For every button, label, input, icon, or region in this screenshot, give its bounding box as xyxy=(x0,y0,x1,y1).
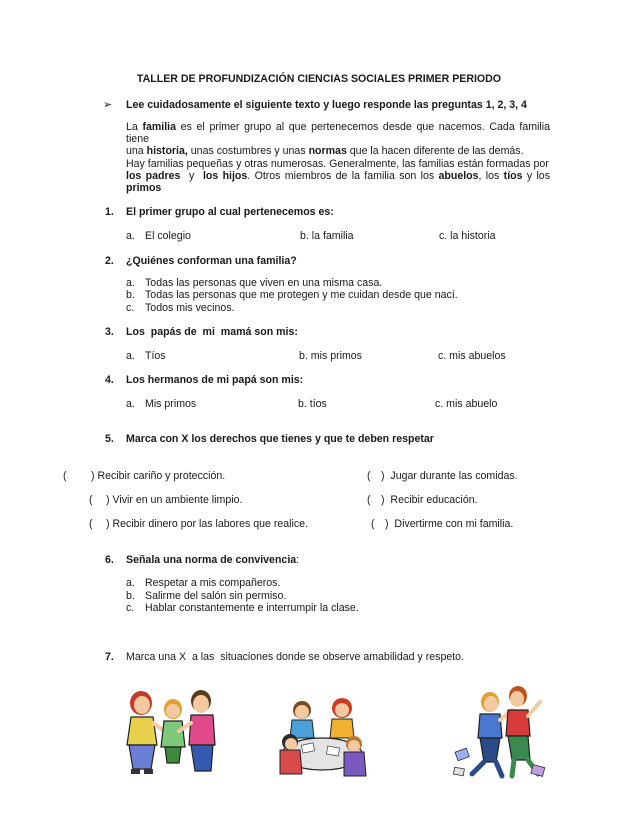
reading-text: que la hacen diferente de las demás. xyxy=(346,145,524,158)
face-shape xyxy=(295,705,309,719)
shirt-shape xyxy=(506,710,530,736)
question-4-number: 4. xyxy=(105,374,114,386)
face-shape xyxy=(348,740,360,752)
reading-text: y los xyxy=(522,169,550,182)
reading-line-3: Hay familias pequeñas y otras numerosas. Generalmente, las familias están formadas por xyxy=(126,157,549,170)
right-checkbox-paren[interactable]: ( xyxy=(89,494,93,506)
option-letter: b. xyxy=(126,289,135,301)
question-3-number: 3. xyxy=(105,326,114,338)
shorts-shape xyxy=(165,747,181,763)
reading-line-5: primos xyxy=(126,182,162,195)
leg-shape xyxy=(472,762,484,774)
right-checkbox-paren[interactable]: ( xyxy=(371,518,375,530)
reading-keyword: abuelos xyxy=(438,169,479,182)
question-1-text: El primer grupo al cual pertenecemos es: xyxy=(126,206,334,218)
reading-keyword: normas xyxy=(308,145,347,158)
option-text: El colegio xyxy=(145,230,191,242)
face-shape xyxy=(134,696,150,714)
children-fighting-illustration[interactable] xyxy=(450,680,550,780)
shirt-shape xyxy=(344,752,366,776)
option-letter: a. xyxy=(126,230,135,242)
reading-text: La xyxy=(126,121,143,133)
option-letter: a. xyxy=(126,398,135,410)
pants-shape xyxy=(508,736,530,760)
option-letter: b. xyxy=(126,590,135,602)
face-shape xyxy=(193,695,209,713)
option-text: Todas las personas que me protegen y me cuidan desde que nací. xyxy=(145,289,458,301)
reading-line-1 xyxy=(126,121,550,145)
shirt-shape xyxy=(280,750,302,774)
option-text: Todas las personas que viven en una misma casa. xyxy=(145,277,383,289)
shoe-shape xyxy=(131,769,140,774)
face-shape xyxy=(166,704,180,718)
shirt-shape xyxy=(161,721,185,747)
option-letter: c. xyxy=(126,302,135,314)
reading-text: una xyxy=(126,145,147,158)
reading-keyword: los padres xyxy=(126,169,181,182)
reading-text: es el primer grupo al que pertenecemos desde que nacemos. Cada familia tiene xyxy=(126,121,550,146)
face-shape xyxy=(335,703,349,717)
right-item: ) Recibir dinero por las labores que realice. xyxy=(106,518,308,530)
option-letter: a. xyxy=(126,577,135,589)
face-shape xyxy=(484,696,498,712)
face-shape xyxy=(510,691,524,707)
reading-text: y xyxy=(180,169,203,182)
question-6-text: Señala una norma de convivencia xyxy=(126,554,297,566)
instruction-text: Lee cuidadosamente el siguiente texto y luego responde las preguntas 1, 2, 3, 4 xyxy=(126,99,527,111)
paper-shape xyxy=(455,748,469,761)
reading-line-4 xyxy=(126,170,550,182)
option-text: Tíos xyxy=(145,350,166,362)
option-text: b. mis primos xyxy=(299,350,362,362)
option-text: Mis primos xyxy=(145,398,197,410)
children-at-table-illustration[interactable] xyxy=(272,692,372,782)
reading-keyword: tíos xyxy=(503,169,523,182)
right-item: ) Recibir educación. xyxy=(381,494,478,506)
paper-shape xyxy=(531,765,545,777)
reading-paragraph xyxy=(126,121,550,194)
question-6-number: 6. xyxy=(105,554,114,566)
pants-shape xyxy=(129,745,155,769)
option-text: Todos mis vecinos. xyxy=(145,302,235,314)
shirt-shape xyxy=(189,715,215,745)
question-2-number: 2. xyxy=(105,255,114,267)
option-text: Respetar a mis compañeros. xyxy=(145,577,281,589)
question-5-number: 5. xyxy=(105,433,114,445)
page-title: TALLER DE PROFUNDIZACIÓN CIENCIAS SOCIALES PRIMER PERIODO xyxy=(136,73,502,85)
right-checkbox-paren[interactable]: ( xyxy=(367,470,371,482)
option-text: c. mis abuelo xyxy=(435,398,498,410)
option-text: Salirme del salón sin permiso. xyxy=(145,590,287,602)
paper-shape xyxy=(326,746,339,756)
shirt-shape xyxy=(330,719,354,738)
right-item: ) Divertirme con mi familia. xyxy=(385,518,514,530)
option-text: c. la historia xyxy=(439,230,496,242)
question-3-text: Los papás de mi mamá son mis: xyxy=(126,326,298,338)
question-1-number: 1. xyxy=(105,206,114,218)
question-6-line xyxy=(126,554,299,566)
reading-line-2 xyxy=(126,145,550,157)
right-checkbox-paren[interactable]: ( xyxy=(63,470,67,482)
shirt-shape xyxy=(478,714,502,738)
question-7-text: Marca una X a las situaciones donde se observe amabilidad y respeto. xyxy=(126,651,465,663)
shoe-shape xyxy=(144,769,153,774)
paper-shape xyxy=(453,767,464,776)
right-checkbox-paren[interactable]: ( xyxy=(89,518,93,530)
right-item: ) Jugar durante las comidas. xyxy=(381,470,518,482)
reading-keyword: los hijos xyxy=(202,169,248,182)
option-text: b. la familia xyxy=(300,230,354,242)
right-item: ) Vivir en un ambiente limpio. xyxy=(106,494,243,506)
pants-shape xyxy=(191,745,213,771)
question-4-text: Los hermanos de mi papá son mis: xyxy=(126,374,304,386)
question-5-text: Marca con X los derechos que tienes y que te deben respetar xyxy=(126,433,434,445)
option-text: c. mis abuelos xyxy=(438,350,506,362)
leg-shape xyxy=(496,762,502,776)
option-letter: a. xyxy=(126,350,135,362)
leg-shape xyxy=(512,760,514,776)
children-talking-illustration[interactable] xyxy=(115,683,225,778)
option-text: Hablar constantemente e interrumpir la clase. xyxy=(145,602,359,614)
question-2-text: ¿Quiénes conforman una familia? xyxy=(126,255,297,267)
reading-keyword: familia xyxy=(142,121,177,133)
right-checkbox-paren[interactable]: ( xyxy=(367,494,371,506)
reading-keyword: historia, xyxy=(146,145,188,158)
option-text: b. tíos xyxy=(298,398,327,410)
instruction-bullet-icon: ➢ xyxy=(103,99,113,111)
reading-text: . Otros miembros de la familia son los xyxy=(247,169,439,182)
reading-text: , los xyxy=(478,169,504,182)
reading-text: unas costumbres y unas xyxy=(187,145,309,158)
option-letter: a. xyxy=(126,277,135,289)
question-7-number: 7. xyxy=(105,651,114,663)
face-shape xyxy=(285,738,297,750)
option-letter: c. xyxy=(126,602,135,614)
pants-shape xyxy=(480,738,500,762)
arm-shape xyxy=(528,702,540,716)
right-item: ) Recibir cariño y protección. xyxy=(91,470,226,482)
question-6-suffix: : xyxy=(296,554,300,566)
